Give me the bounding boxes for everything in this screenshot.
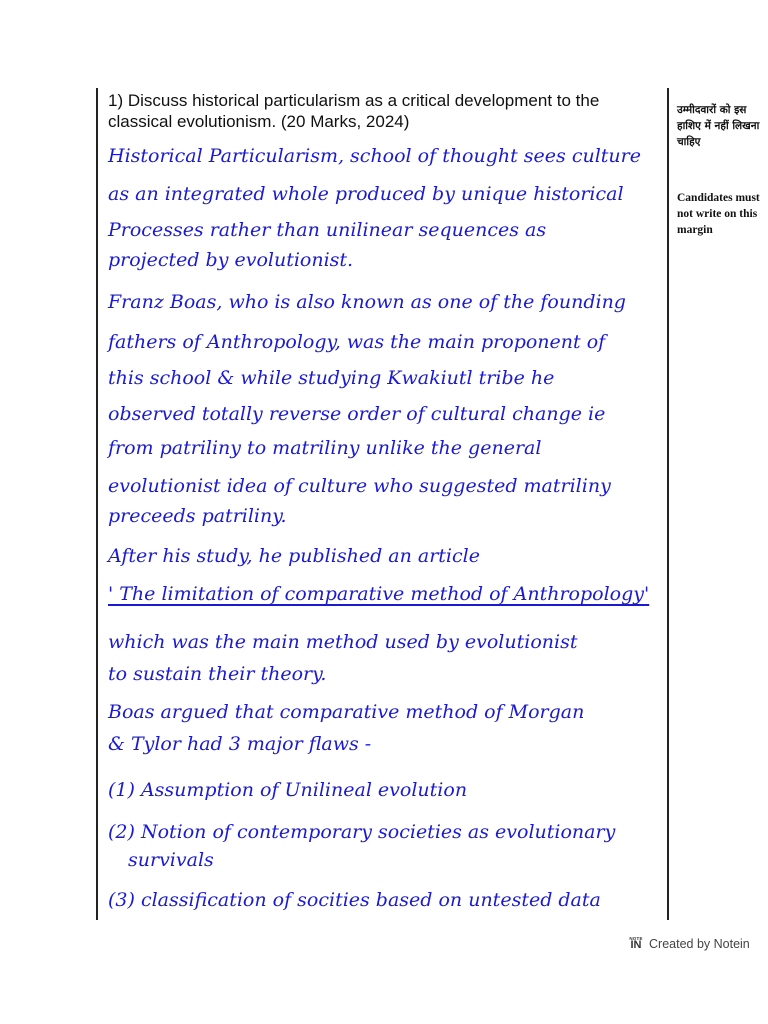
- answer-line: Historical Particularism, school of thought sees culture: [108, 145, 641, 167]
- right-margin-rule: [667, 88, 669, 920]
- notein-logo-icon: [628, 936, 644, 952]
- margin-note-english: Candidates must not write on this margin: [677, 192, 760, 236]
- answer-line: Boas argued that comparative method of Morgan: [108, 701, 585, 723]
- answer-line: survivals: [128, 849, 214, 871]
- answer-line: as an integrated whole produced by unique historical: [108, 183, 624, 205]
- answer-line: & Tylor had 3 major flaws -: [108, 733, 372, 755]
- logo-small-text: NOTE: [629, 935, 643, 941]
- logo-big-text: IN: [630, 939, 642, 952]
- answer-line: After his study, he published an article: [108, 545, 480, 567]
- margin-note-hindi: उम्मीदवारों को इस हाशिए में नहीं लिखना चाहिए: [677, 104, 760, 148]
- answer-line: evolutionist idea of culture who suggested matriliny: [108, 475, 611, 497]
- watermark-text: Created by Notein: [649, 937, 750, 951]
- article-title-line: ' The limitation of comparative method of Anthropology': [108, 583, 650, 605]
- answer-line: preceeds patriliny.: [108, 505, 287, 527]
- answer-line: this school & while studying Kwakiutl tribe he: [108, 367, 555, 389]
- answer-line: which was the main method used by evolutionist: [108, 631, 578, 653]
- answer-line: from patriliny to matriliny unlike the general: [108, 437, 542, 459]
- question-text: 1) Discuss historical particularism as a critical development to the classical evolutionism. (20 Marks, 2024): [108, 91, 600, 131]
- answer-line: observed totally reverse order of cultural change ie: [108, 403, 606, 425]
- answer-line: Processes rather than unilinear sequences as: [108, 219, 547, 241]
- left-margin-rule: [96, 88, 98, 920]
- answer-line: (2) Notion of contemporary societies as evolutionary: [108, 821, 616, 843]
- notein-watermark: [628, 935, 750, 953]
- answer-line: to sustain their theory.: [108, 663, 327, 685]
- answer-line: fathers of Anthropology, was the main proponent of: [108, 331, 606, 353]
- answer-line: (1) Assumption of Unilineal evolution: [108, 779, 468, 801]
- answer-line: (3) classification of socities based on untested data: [108, 889, 601, 911]
- answer-line: Franz Boas, who is also known as one of the founding: [108, 291, 626, 313]
- answer-line: projected by evolutionist.: [108, 249, 354, 271]
